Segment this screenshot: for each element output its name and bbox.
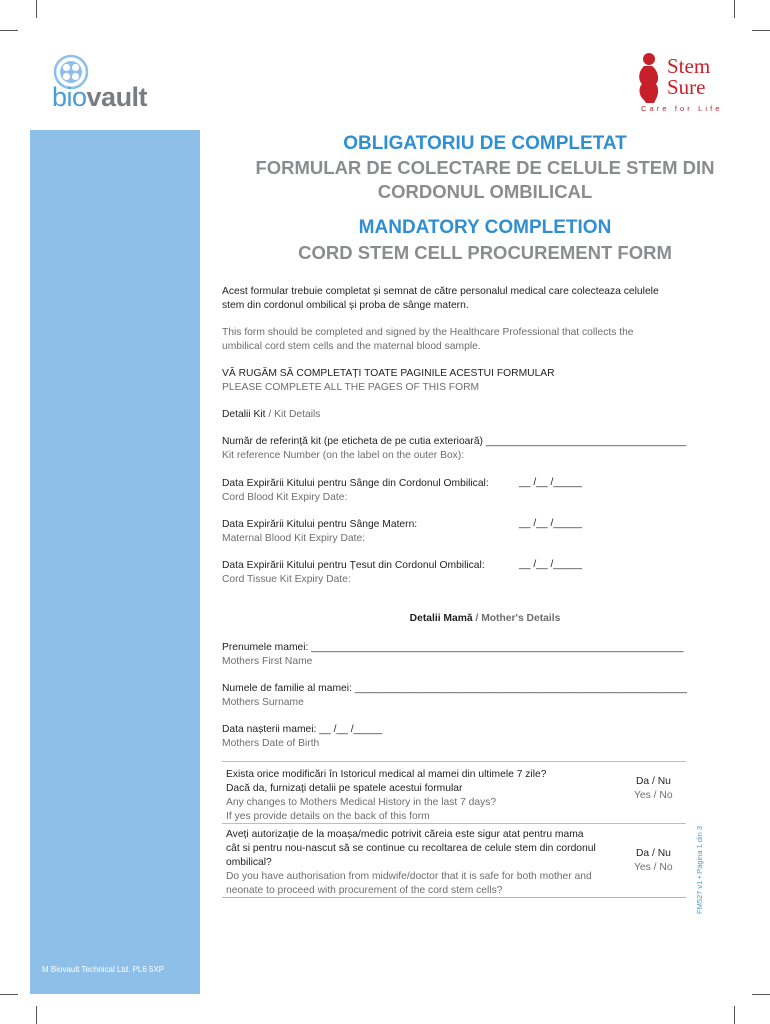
maternal-expiry-label-en: Maternal Blood Kit Expiry Date: — [222, 533, 366, 544]
en-form-title: CORD STEM CELL PROCUREMENT FORM — [298, 242, 672, 263]
mother-heading-en: / Mother's Details — [472, 613, 561, 624]
crop-mark — [0, 30, 18, 31]
kit-ref-label-en: Kit reference Number (on the label on the outer Box): — [222, 450, 465, 461]
pages-notice-ro: VĂ RUGĂM SĂ COMPLETAȚI TOATE PAGINILE ACESTUI FORMULAR — [222, 368, 555, 379]
q2-ro-line1: Aveți autorizație de la moașa/medic potrivit căreia este sigur atat pentru mama — [226, 829, 584, 840]
crop-mark — [36, 1006, 37, 1024]
intro-en-line1: This form should be completed and signed by the Healthcare Professional that collects the — [222, 327, 634, 338]
stemsure-tagline: Care for Life — [641, 104, 723, 113]
crop-mark — [734, 0, 735, 18]
crop-mark — [734, 1006, 735, 1024]
intro-ro-line1: Acest formular trebuie completat și semnat de către personalul medical care colecteaza celulele — [222, 286, 659, 297]
sidebar-footer-note: M Biovault Technical Ltd. PL6 5XP — [42, 965, 165, 974]
q2-ro-line3: ombilical? — [226, 857, 272, 868]
maternal-expiry-date-field[interactable]: __ /__ /_____ — [519, 518, 582, 529]
tissue-expiry-date-field[interactable]: __ /__ /_____ — [519, 559, 582, 570]
blue-sidebar — [30, 130, 200, 994]
crop-mark — [36, 0, 37, 18]
cord-expiry-label-ro: Data Expirării Kitului pentru Sânge din Cordonul Ombilical: — [222, 478, 489, 489]
stemsure-word-stem: Stem — [667, 54, 711, 78]
q2-en-line1: Do you have authorisation from midwife/doctor that it is safe for both mother and — [226, 871, 592, 882]
kit-heading-ro: Detalii Kit — [222, 409, 266, 420]
mother-surname-label-en: Mothers Surname — [222, 697, 304, 708]
kit-heading-en: / Kit Details — [265, 409, 321, 420]
stemsure-word-sure: Sure — [667, 75, 706, 99]
wordmark-vault: vault — [86, 82, 148, 112]
q1-en-line2: If yes provide details on the back of this form — [226, 811, 430, 822]
q2-answer-ro[interactable]: Da / Nu — [636, 848, 671, 859]
crop-mark — [0, 994, 18, 995]
mother-first-name-field[interactable]: Prenumele mamei: _________________________________________________________________ — [222, 642, 684, 653]
mother-first-name-label-en: Mothers First Name — [222, 656, 313, 667]
maternal-expiry-label-ro: Data Expirării Kitului pentru Sânge Matern: — [222, 519, 418, 530]
mother-dob-field[interactable]: Data nașterii mamei: __ /__ /_____ — [222, 724, 383, 735]
tissue-expiry-label-ro: Data Expirării Kitului pentru Țesut din Cordonul Ombilical: — [222, 560, 485, 571]
divider — [222, 823, 686, 824]
cord-expiry-date-field[interactable]: __ /__ /_____ — [519, 477, 582, 488]
ro-form-title-line2: CORDONUL OMBILICAL — [377, 181, 593, 202]
intro-en-line2: umbilical cord stem cells and the maternal blood sample. — [222, 341, 481, 352]
crop-mark — [752, 30, 770, 31]
kit-section-heading — [222, 408, 320, 422]
q1-answer-en[interactable]: Yes / No — [634, 790, 673, 801]
wordmark-bio: bio — [52, 82, 87, 112]
divider — [222, 897, 686, 898]
pages-notice-en: PLEASE COMPLETE ALL THE PAGES OF THIS FORM — [222, 382, 480, 393]
cord-expiry-label-en: Cord Blood Kit Expiry Date: — [222, 492, 348, 503]
q2-answer-en[interactable]: Yes / No — [634, 862, 673, 873]
mother-heading-ro: Detalii Mamă — [409, 613, 473, 624]
kit-ref-field[interactable]: Număr de referință kit (pe eticheta de pe cutia exterioară) ___________________________________ — [222, 436, 687, 447]
crop-mark — [752, 994, 770, 995]
tissue-expiry-label-en: Cord Tissue Kit Expiry Date: — [222, 574, 351, 585]
divider — [222, 761, 686, 762]
biovault-wordmark — [52, 82, 147, 113]
mother-section-heading — [200, 613, 770, 624]
q1-ro-line1: Exista orice modificări în Istoricul medical al mamei din ultimele 7 zile? — [226, 769, 547, 780]
q1-en-line1: Any changes to Mothers Medical History in the last 7 days? — [226, 797, 497, 808]
intro-ro-line2: stem din cordonul ombilical și proba de sânge matern. — [222, 300, 469, 311]
en-heading: MANDATORY COMPLETION — [358, 217, 612, 238]
mother-dob-label-en: Mothers Date of Birth — [222, 738, 320, 749]
page-code-vertical: FM527 v1 • Pagina 1 din 3 — [695, 825, 704, 914]
q1-ro-line2: Dacă da, furnizați detalii pe spatele acestui formular — [226, 783, 463, 794]
q1-answer-ro[interactable]: Da / Nu — [636, 776, 671, 787]
mother-surname-field[interactable]: Numele de familie al mamei: __________________________________________________________ — [222, 683, 687, 694]
ro-heading: OBLIGATORIU DE COMPLETAT — [343, 133, 627, 154]
q2-ro-line2: cât si pentru nou-nascut să se continue cu recoltarea de celule stem din cordonul — [226, 843, 596, 854]
ro-form-title-line1: FORMULAR DE COLECTARE DE CELULE STEM DIN — [255, 157, 715, 178]
q2-en-line2: neonate to proceed with procurement of the cord stem cells? — [226, 885, 503, 896]
